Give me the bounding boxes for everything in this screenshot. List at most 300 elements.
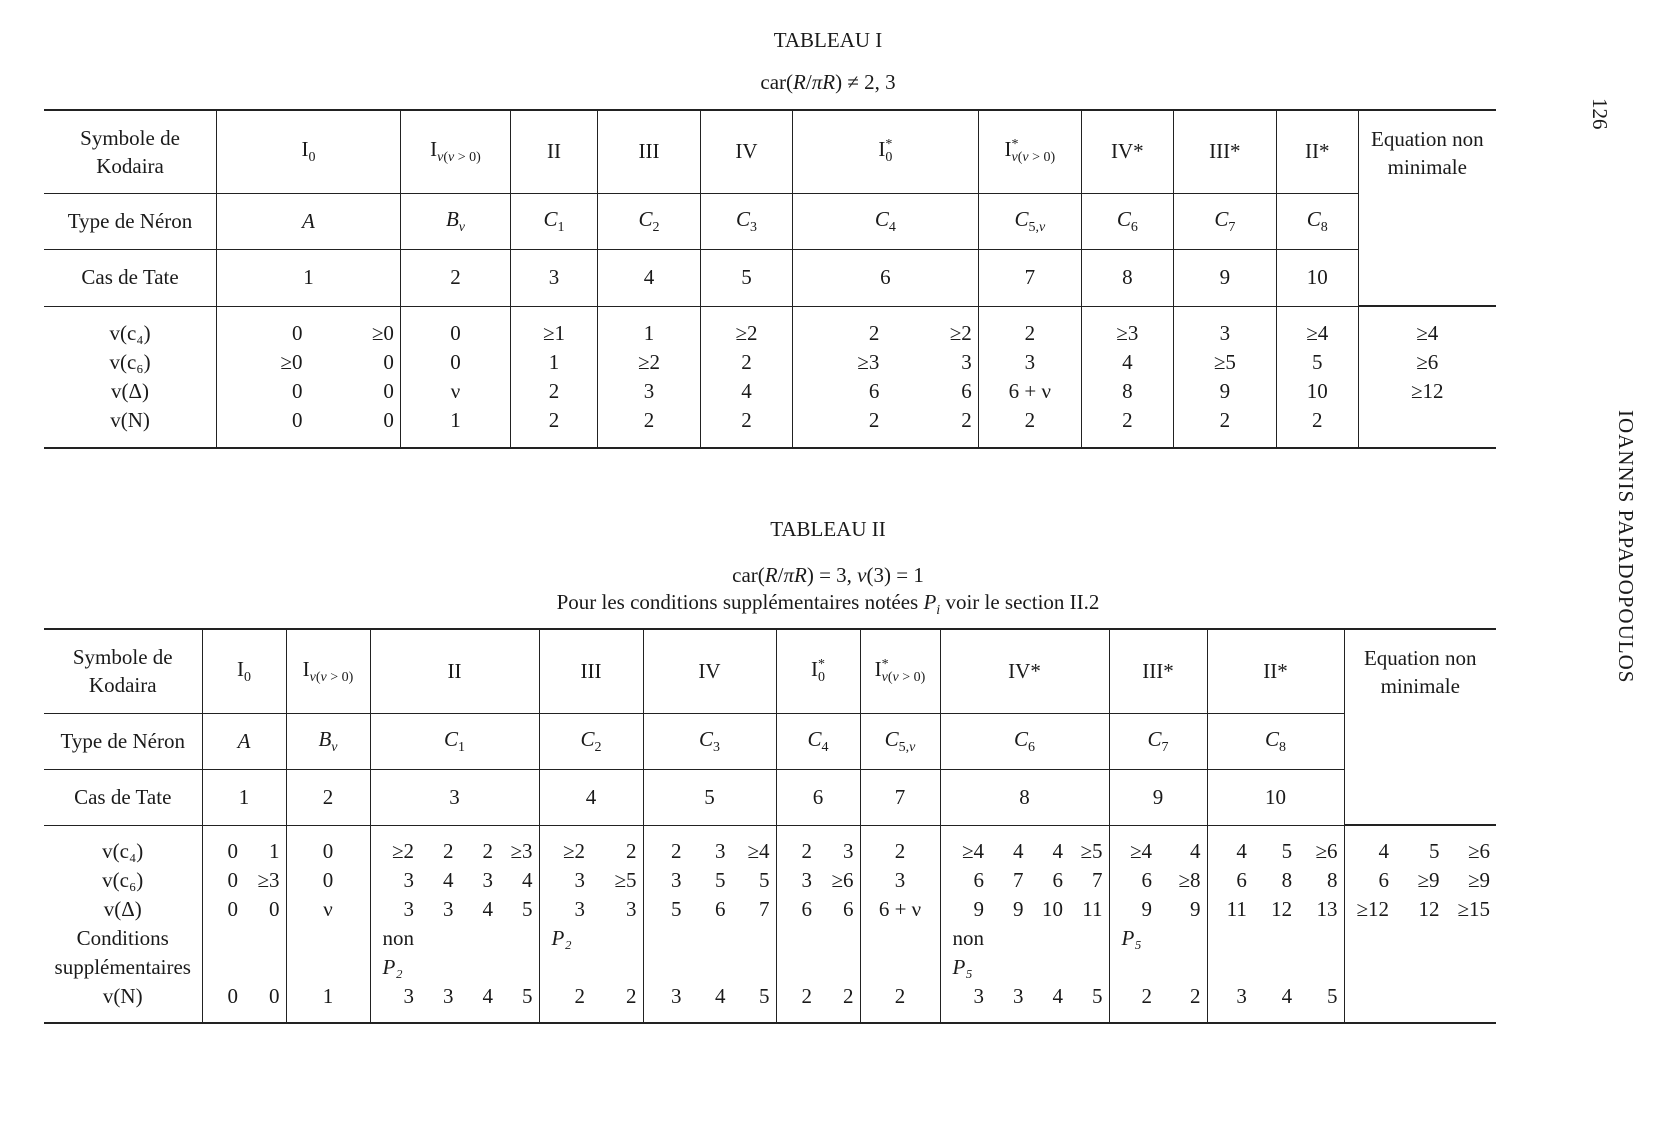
value-row-labels <box>44 825 202 1023</box>
tate-case: 10 <box>1276 249 1358 306</box>
row-label-tate: Cas de Tate <box>44 769 202 825</box>
extra-value <box>1345 924 1396 953</box>
value <box>818 953 860 982</box>
value: 6 + ν <box>878 896 922 921</box>
value-cell <box>643 825 776 1023</box>
extra-value <box>1359 406 1496 435</box>
value-cell <box>202 825 286 1023</box>
value: 2 <box>961 407 972 432</box>
value: 3 <box>1219 320 1231 345</box>
value: 3 <box>574 896 585 921</box>
value: 2 <box>843 983 854 1008</box>
value-cell <box>539 825 643 1023</box>
value-cell <box>1173 306 1276 448</box>
value <box>420 924 460 953</box>
value: 3 <box>443 896 454 921</box>
kodaira-iii-star: III* <box>1173 110 1276 193</box>
kodaira-iii: III <box>539 629 643 713</box>
value <box>861 953 940 982</box>
extra-value: ≥12 <box>1356 897 1389 921</box>
running-head-author: IOANNIS PAPADOPOULOS <box>1614 410 1638 684</box>
value <box>287 924 370 953</box>
value: ≥2 <box>562 838 585 863</box>
value: 4 <box>482 983 493 1008</box>
value: 6 + ν <box>1008 378 1051 403</box>
value-row-label: v(c₆) <box>109 349 151 374</box>
value: 6 <box>1236 867 1247 892</box>
value: 1 <box>643 320 655 345</box>
value <box>244 924 286 953</box>
tate-case: 9 <box>1173 249 1276 306</box>
kodaira-iv-star: IV* <box>1081 110 1173 193</box>
value-cell <box>286 825 370 1023</box>
value: ≥2 <box>391 838 414 863</box>
extra-value <box>1345 982 1396 1011</box>
extra-value-cell <box>1344 825 1496 1023</box>
kodaira-ii: II <box>370 629 539 713</box>
kodaira-ii-star: II* <box>1207 629 1344 713</box>
value: 0 <box>450 349 461 374</box>
tate-case: 4 <box>539 769 643 825</box>
value: 3 <box>403 896 414 921</box>
value: 8 <box>1122 378 1133 403</box>
neron-a: A <box>202 713 286 769</box>
extra-value: ≥9 <box>1467 868 1490 892</box>
value-cell <box>1109 825 1207 1023</box>
value: 0 <box>227 838 238 863</box>
value: 2 <box>741 349 752 374</box>
value: 2 <box>868 407 880 432</box>
value <box>1158 924 1207 953</box>
extra-value: ≥6 <box>1416 350 1439 374</box>
value: 2 <box>482 838 493 863</box>
value-cell <box>511 306 598 448</box>
value: 4 <box>1052 983 1063 1008</box>
value-row-label: v(Δ) <box>111 378 150 403</box>
value: 3 <box>403 867 414 892</box>
value: 2 <box>1311 407 1323 432</box>
value: 0 <box>269 896 280 921</box>
value: 0 <box>322 867 334 892</box>
value-row-label: v(Δ) <box>103 896 142 921</box>
value: 2 <box>574 983 585 1008</box>
extra-value: 12 <box>1418 897 1440 921</box>
value-row-label: v(c₆) <box>102 867 144 892</box>
kodaira-i0: $I_0$ <box>202 629 286 713</box>
value-cell <box>776 825 860 1023</box>
value: 1 <box>450 407 461 432</box>
value <box>1069 924 1109 953</box>
value: 5 <box>522 983 533 1008</box>
value: ≥6 <box>831 867 854 892</box>
neron-b: $B_\nu$ <box>400 193 510 249</box>
neron-c1: $C_1$ <box>511 193 598 249</box>
kodaira-i0-star: $I^*_0$ <box>776 629 860 713</box>
value: 2 <box>548 407 560 432</box>
value: 3 <box>671 867 682 892</box>
value <box>591 953 643 982</box>
value: 6 <box>1141 867 1152 892</box>
value: 11 <box>1082 896 1103 921</box>
value: ≥4 <box>747 838 770 863</box>
neron-c3: $C_3$ <box>643 713 776 769</box>
neron-c2: $C_2$ <box>597 193 700 249</box>
value <box>591 924 643 953</box>
value: 2 <box>1024 320 1036 345</box>
extra-value: ≥6 <box>1467 839 1490 863</box>
value <box>861 924 940 953</box>
value: 10 <box>1306 378 1328 403</box>
neron-b: $B_\nu$ <box>286 713 370 769</box>
value: 2 <box>1190 983 1201 1008</box>
value: 4 <box>1122 349 1133 374</box>
value: 2 <box>894 983 906 1008</box>
value-cell <box>1207 825 1344 1023</box>
value: 9 <box>1013 896 1024 921</box>
value: non <box>382 925 414 950</box>
value: 3 <box>643 378 655 403</box>
extra-value <box>1446 953 1497 982</box>
value: 2 <box>626 838 637 863</box>
value: 1 <box>322 983 334 1008</box>
kodaira-iii-star: III* <box>1109 629 1207 713</box>
value: 2 <box>626 983 637 1008</box>
tableau-2 <box>44 628 1496 1024</box>
extra-value-cell <box>1358 306 1496 448</box>
value: 2 <box>1122 407 1133 432</box>
neron-c6: $C_6$ <box>940 713 1109 769</box>
extra-value: ≥12 <box>1411 379 1444 403</box>
value: ≥0 <box>280 349 303 374</box>
value: 0 <box>383 349 394 374</box>
value: 0 <box>269 983 280 1008</box>
value: ≥4 <box>961 838 984 863</box>
value: 2 <box>1141 983 1152 1008</box>
value-row-label: v(N) <box>110 407 150 432</box>
extra-value <box>1395 982 1446 1011</box>
value <box>777 953 819 982</box>
value <box>244 953 286 982</box>
value: 3 <box>894 867 906 892</box>
extra-value <box>1446 924 1497 953</box>
tableau2-condition: car(R/πR) = 3, v(3) = 1 <box>732 563 924 587</box>
tate-case: 2 <box>400 249 510 306</box>
value: ≥5 <box>1213 349 1236 374</box>
value: 3 <box>1024 349 1036 374</box>
neron-c5: $C_{5,\nu}$ <box>978 193 1081 249</box>
value: 9 <box>1190 896 1201 921</box>
value: 6 <box>961 378 972 403</box>
extra-value <box>1446 982 1497 1011</box>
value-row-label: Conditions <box>76 925 169 950</box>
value: 2 <box>643 407 655 432</box>
kodaira-inu-star: $I^*_{\nu(\nu > 0)}$ <box>978 110 1081 193</box>
value-cell <box>860 825 940 1023</box>
extra-value: ≥9 <box>1417 868 1440 892</box>
kodaira-inu: $I_{\nu(\nu > 0)}$ <box>400 110 510 193</box>
value: 3 <box>961 349 972 374</box>
value: 6 <box>715 896 726 921</box>
value <box>777 924 819 953</box>
kodaira-i0: $I_0$ <box>217 110 401 193</box>
tate-case: 2 <box>286 769 370 825</box>
value: 12 <box>1271 896 1293 921</box>
value: ≥2 <box>735 320 758 345</box>
value <box>1030 924 1070 953</box>
tate-case: 1 <box>217 249 401 306</box>
neron-c5: $C_{5,\nu}$ <box>860 713 940 769</box>
value: ≥3 <box>1116 320 1139 345</box>
kodaira-iii: III <box>597 110 700 193</box>
value: 10 <box>1042 896 1063 921</box>
value: 5 <box>1326 983 1338 1008</box>
tate-case: 4 <box>597 249 700 306</box>
value <box>1158 953 1207 982</box>
value: ≥3 <box>857 349 880 374</box>
value: ≥6 <box>1315 838 1338 863</box>
value: 6 <box>801 896 812 921</box>
value: 0 <box>322 838 334 863</box>
value: 0 <box>291 407 303 432</box>
value: 4 <box>741 378 752 403</box>
value: 3 <box>1236 983 1247 1008</box>
value <box>1208 924 1253 953</box>
row-label-neron: Type de Néron <box>44 713 202 769</box>
value-cell <box>940 825 1109 1023</box>
value: 9 <box>973 896 984 921</box>
value: 3 <box>574 867 585 892</box>
value: 4 <box>1052 838 1063 863</box>
value: 5 <box>522 896 533 921</box>
tableau2-title: TABLEAU II <box>770 517 886 541</box>
value: non <box>952 925 984 950</box>
value: 2 <box>868 320 880 345</box>
value <box>203 924 245 953</box>
value: 6 <box>868 378 880 403</box>
neron-a: A <box>217 193 401 249</box>
neron-c2: $C_2$ <box>539 713 643 769</box>
value: 2 <box>894 838 906 863</box>
extra-value: 5 <box>1429 839 1440 863</box>
tate-case: 8 <box>940 769 1109 825</box>
value <box>499 953 539 982</box>
value <box>420 953 460 982</box>
value: 3 <box>443 983 454 1008</box>
extra-value: 4 <box>1378 839 1389 863</box>
value: ≥3 <box>257 867 280 892</box>
page-number: 126 <box>1588 98 1612 130</box>
value: 4 <box>1190 838 1201 863</box>
value <box>1298 953 1343 982</box>
neron-c1: $C_1$ <box>370 713 539 769</box>
value <box>499 924 539 953</box>
kodaira-ii-star: II* <box>1276 110 1358 193</box>
value: 9 <box>1141 896 1152 921</box>
value: 6 <box>1052 867 1063 892</box>
value: 4 <box>1236 838 1247 863</box>
value: ≥5 <box>1080 838 1103 863</box>
value-cell <box>701 306 793 448</box>
value: 4 <box>715 983 726 1008</box>
value: 3 <box>403 983 414 1008</box>
tableau-1 <box>44 109 1496 449</box>
tableau2-note: Pour les conditions supplémentaires notées $P_i$ voir le section II.2 <box>556 590 1100 618</box>
tate-case: 5 <box>701 249 793 306</box>
tate-case: 3 <box>370 769 539 825</box>
value: 0 <box>383 378 394 403</box>
value <box>688 953 732 982</box>
neron-c3: $C_3$ <box>701 193 793 249</box>
value <box>203 953 245 982</box>
tate-case: 7 <box>978 249 1081 306</box>
value: 5 <box>759 983 770 1008</box>
value: 0 <box>227 983 238 1008</box>
value <box>460 953 500 982</box>
value-cell <box>597 306 700 448</box>
value-row-label: supplémentaires <box>54 954 191 979</box>
tableau1-title: TABLEAU I <box>773 28 883 52</box>
extra-col-header: Equation non minimale <box>1358 110 1496 306</box>
kodaira-ii: II <box>511 110 598 193</box>
row-label-kodaira: Symbole de Kodaira <box>44 110 217 193</box>
value <box>1030 953 1070 982</box>
value-cell <box>370 825 539 1023</box>
value: 7 <box>1013 867 1024 892</box>
tate-case: 1 <box>202 769 286 825</box>
value: 2 <box>801 838 812 863</box>
tate-case: 6 <box>792 249 978 306</box>
value-row-label: v(c₄) <box>102 838 144 863</box>
kodaira-iv: IV <box>643 629 776 713</box>
value-cell <box>792 306 978 448</box>
neron-c6: $C_6$ <box>1081 193 1173 249</box>
row-label-kodaira: Symbole de Kodaira <box>44 629 202 713</box>
tate-case: 6 <box>776 769 860 825</box>
value: 13 <box>1316 896 1338 921</box>
row-label-tate: Cas de Tate <box>44 249 217 306</box>
value: ≥2 <box>949 320 972 345</box>
value: ≥8 <box>1178 867 1201 892</box>
value: P₂ <box>551 925 572 950</box>
value <box>688 924 732 953</box>
value: ν <box>450 378 461 403</box>
value: 3 <box>482 867 493 892</box>
value: 6 <box>843 896 854 921</box>
value: 4 <box>443 867 454 892</box>
value: 7 <box>1092 867 1103 892</box>
value: 3 <box>715 838 726 863</box>
value: 2 <box>1219 407 1231 432</box>
neron-c4: $C_4$ <box>792 193 978 249</box>
value: P₅ <box>952 954 973 979</box>
kodaira-iv: IV <box>701 110 793 193</box>
value: 8 <box>1281 867 1293 892</box>
value <box>1110 953 1159 982</box>
value: 0 <box>227 896 238 921</box>
value: 3 <box>626 896 637 921</box>
value: 4 <box>1013 838 1024 863</box>
value: 0 <box>291 378 303 403</box>
tate-case: 7 <box>860 769 940 825</box>
kodaira-inu: $I_{\nu(\nu > 0)}$ <box>286 629 370 713</box>
value: ν <box>323 896 333 921</box>
value <box>1253 953 1298 982</box>
value: P₂ <box>382 954 403 979</box>
value: 4 <box>1281 983 1293 1008</box>
neron-c7: $C_7$ <box>1173 193 1276 249</box>
value-cell <box>217 306 401 448</box>
value: 2 <box>741 407 752 432</box>
value-row-label: v(c₄) <box>109 320 151 345</box>
value <box>990 924 1030 953</box>
tate-case: 3 <box>511 249 598 306</box>
value: 3 <box>843 838 854 863</box>
value: 2 <box>443 838 454 863</box>
value: 3 <box>671 983 682 1008</box>
value: 1 <box>269 838 280 863</box>
kodaira-i0-star: $I^*_0$ <box>792 110 978 193</box>
value: 5 <box>671 896 682 921</box>
value <box>287 953 370 982</box>
value: 5 <box>715 867 726 892</box>
value-cell <box>1276 306 1358 448</box>
value: 5 <box>1092 983 1103 1008</box>
value <box>732 953 776 982</box>
value <box>644 924 688 953</box>
tate-case: 8 <box>1081 249 1173 306</box>
value: 4 <box>522 867 533 892</box>
kodaira-iv-star: IV* <box>940 629 1109 713</box>
value: ≥2 <box>637 349 660 374</box>
value <box>818 924 860 953</box>
value-row-label: v(N) <box>102 983 143 1008</box>
value <box>1208 953 1253 982</box>
extra-value: ≥4 <box>1416 321 1439 345</box>
value: 2 <box>801 983 812 1008</box>
value <box>460 924 500 953</box>
value <box>1253 924 1298 953</box>
value: ≥0 <box>371 320 394 345</box>
kodaira-inu-star: $I^*_{\nu(\nu > 0)}$ <box>860 629 940 713</box>
value: 2 <box>548 378 560 403</box>
value: 2 <box>671 838 682 863</box>
tableau1-condition: car(R/πR) ≠ 2, 3 <box>760 70 896 94</box>
extra-value <box>1395 953 1446 982</box>
tate-case: 9 <box>1109 769 1207 825</box>
value: 11 <box>1226 896 1247 921</box>
value <box>540 953 592 982</box>
value: 5 <box>1311 349 1323 374</box>
tate-case: 10 <box>1207 769 1344 825</box>
value: 4 <box>482 896 493 921</box>
value: ≥5 <box>614 867 637 892</box>
value: ≥3 <box>510 838 533 863</box>
value: 5 <box>759 867 770 892</box>
value: 0 <box>383 407 394 432</box>
value <box>1069 953 1109 982</box>
value: 1 <box>548 349 560 374</box>
row-label-neron: Type de Néron <box>44 193 217 249</box>
value: 3 <box>801 867 812 892</box>
value: 9 <box>1219 378 1231 403</box>
value: ≥4 <box>1129 838 1152 863</box>
value: 0 <box>227 867 238 892</box>
value-row-labels <box>44 306 217 448</box>
value: 5 <box>1281 838 1293 863</box>
extra-col-header: Equation non minimale <box>1344 629 1496 825</box>
value: 7 <box>759 896 770 921</box>
neron-c7: $C_7$ <box>1109 713 1207 769</box>
